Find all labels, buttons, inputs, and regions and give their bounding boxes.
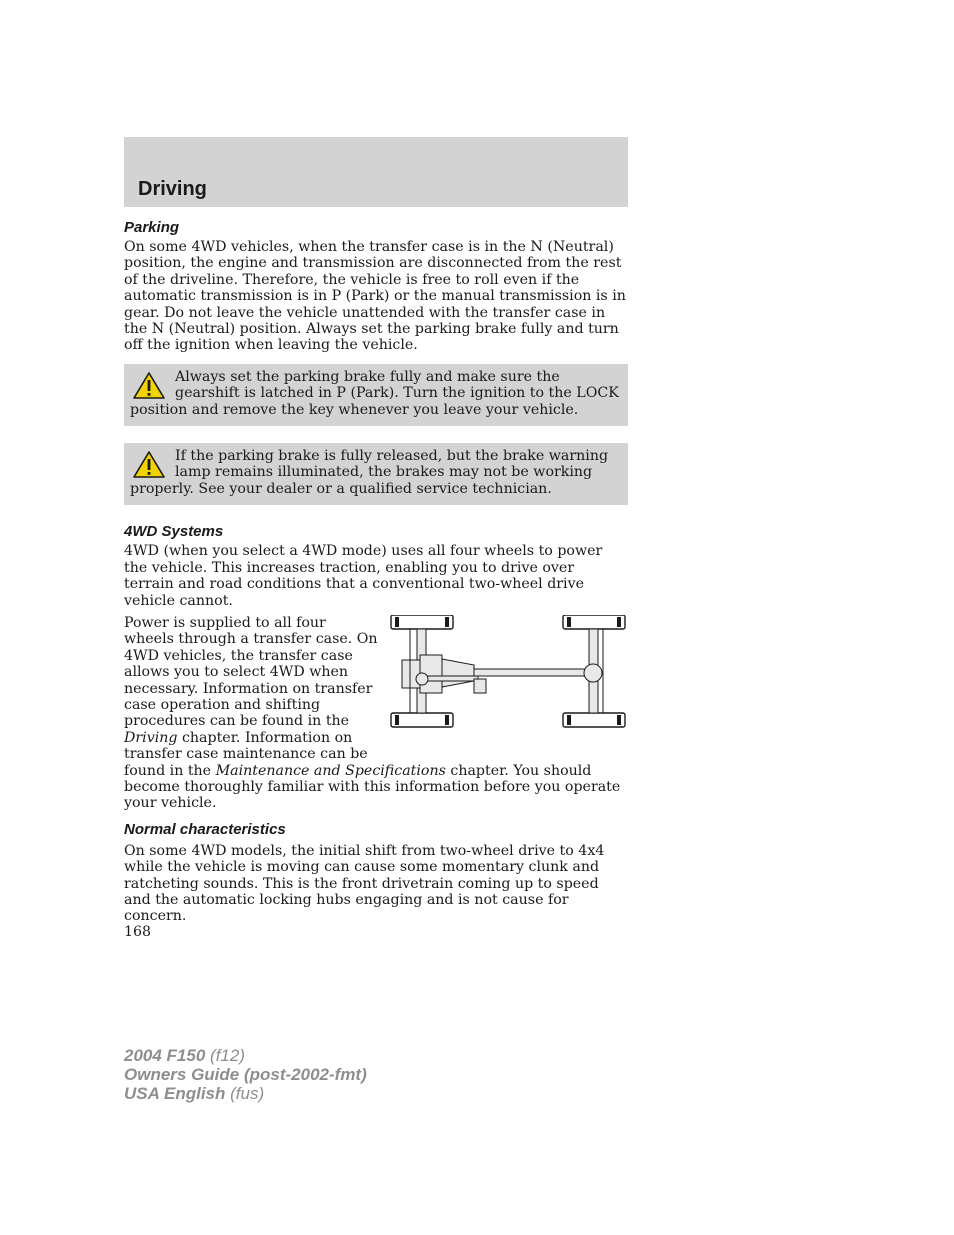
transfer-case-housing: [474, 679, 486, 693]
warning-triangle-icon: [132, 371, 166, 401]
normal-characteristics-heading: Normal characteristics: [124, 820, 286, 838]
front-differential: [416, 673, 428, 685]
transfer-case: [442, 659, 474, 687]
four-wd-paragraph-2-text-c: chapter. You should become thoroughly familiar with this information before you operate your vehicle.: [124, 762, 621, 812]
maintenance-chapter-reference: Maintenance and Specifications: [215, 762, 446, 779]
footer-language-code: (fus): [230, 1084, 265, 1103]
normal-characteristics-paragraph: On some 4WD models, the initial shift from two-wheel drive to 4x4 while the vehicle is moving can cause some momentary clunk and ratcheting sounds. This is the front drivetrain coming up to speed and the automatic locking hubs engaging and is not cause for concern.: [124, 842, 605, 925]
four-wd-paragraph-2-text-b: chapter. Information on transfer case maintenance can be found in the: [124, 729, 368, 779]
footer-line-2: Owners Guide (post-2002-fmt): [124, 1065, 367, 1084]
rear-driveshaft: [474, 669, 590, 676]
section-header-band: [124, 137, 628, 207]
tire-rear-left: [563, 615, 625, 629]
warning-text: If the parking brake is fully released, but the brake warning lamp remains illuminated, the brakes may not be working properly. See your dealer or a qualified service technician.: [130, 448, 609, 497]
document-footer: [124, 1046, 367, 1103]
warning-box-parking-brake: [124, 364, 628, 426]
drivetrain-diagram: [388, 615, 628, 743]
driving-chapter-reference: Driving: [124, 729, 178, 746]
parking-heading: Parking: [124, 219, 180, 236]
front-driveshaft: [426, 676, 478, 681]
engine-block: [402, 660, 420, 688]
warning-box-brake-lamp: [124, 443, 628, 505]
tire-front-left: [391, 615, 453, 629]
four-wd-heading: 4WD Systems: [124, 523, 224, 541]
warning-text: Always set the parking brake fully and make sure the gearshift is latched in P (Park). Turn the ignition to the LOCK position and remove the key whenever you leave your vehicle.: [130, 368, 619, 418]
parking-paragraph: On some 4WD vehicles, when the transfer case is in the N (Neutral) position, the engine and transmission are disconnected from the rest of the driveline. Therefore, the vehicle is free to roll even if the automatic transmission is in P (Park) or the manual transmission is in gear. Do not leave the vehicle unattended with the transfer case in the N (Neutral) position. Always set the parking brake fully and turn off the ignition when leaving the vehicle.: [124, 239, 626, 354]
footer-line-1: [124, 1046, 367, 1065]
footer-line-3: [124, 1084, 367, 1103]
footer-model: 2004 F150: [124, 1046, 206, 1065]
warning-triangle-icon: [132, 450, 166, 480]
rear-differential: [584, 664, 602, 682]
footer-language: USA English: [124, 1084, 226, 1103]
four-wd-paragraph-1: 4WD (when you select a 4WD mode) uses all four wheels to power the vehicle. This increases traction, enabling you to drive over terrain and road conditions that a conventional two-wheel drive vehicle cannot.: [124, 543, 603, 609]
tire-front-right: [391, 713, 453, 727]
tire-rear-right: [563, 713, 625, 727]
footer-model-code: (f12): [210, 1046, 245, 1065]
page-content: [124, 219, 628, 925]
four-wd-paragraph-2-text-a: Power is supplied to all four wheels through a transfer case. On 4WD vehicles, the transfer case allows you to select 4WD when necessary. Information on transfer case operation and shifting procedures can be found in the: [124, 614, 378, 730]
section-title: Driving: [138, 178, 207, 200]
page-number: 168: [124, 924, 152, 940]
